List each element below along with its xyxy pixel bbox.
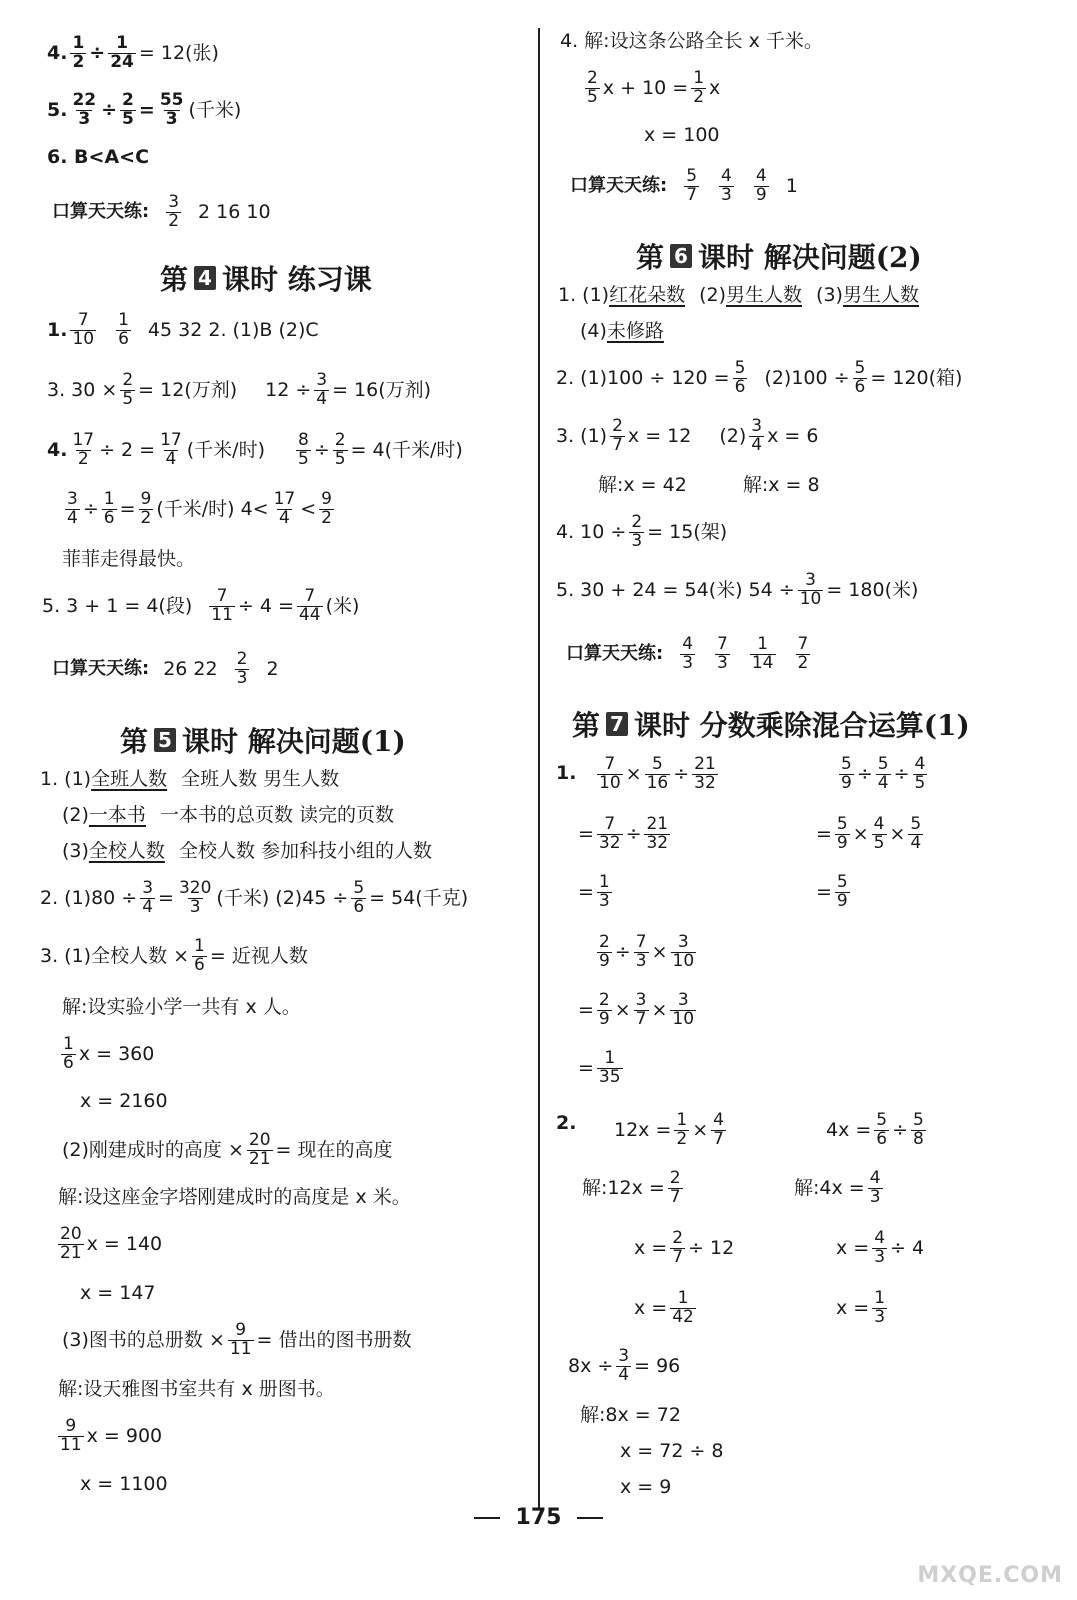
- lesson5-q4-ans: x = 100: [644, 124, 720, 146]
- lesson7-q1b-line3: = $\frac{5}{9}$: [816, 872, 848, 911]
- lesson7-q2a-s2: x = $\frac{2}{7}$ ÷ 12: [634, 1228, 735, 1267]
- answer-6: 6. B<A<C: [47, 146, 150, 168]
- lesson7-q1b-line1: $\frac{5}{9}$ ÷ $\frac{5}{4}$ ÷ $\frac{4}{5}$: [841, 754, 926, 793]
- lesson5-q3-2: (2)刚建成时的高度 × $\frac{20}{21}$ = 现在的高度: [62, 1130, 393, 1169]
- lesson5-q3-2-eq: $\frac{20}{21}$ x = 140: [60, 1224, 163, 1263]
- lesson7-q2b-s1: 解:4x = $\frac{4}{3}$: [794, 1168, 881, 1207]
- lesson6-q4: 4. 10 ÷ $\frac{2}{3}$ = 15(架): [556, 512, 728, 551]
- kousuan-2: 口算天天练: 26 22 $\frac{2}{3}$ 2: [52, 649, 279, 688]
- lesson4-q1: 1. $\frac{7}{10}$ $\frac{1}{6}$ 45 32 2. (1)B (2)C: [47, 310, 319, 349]
- answer-4: 4. $\frac{1}{2}$ ÷ $\frac{1}{24}$ = 12(张): [47, 33, 219, 72]
- lesson7-q2c-s1: 解:8x = 72: [580, 1404, 681, 1426]
- lesson4-q4-cont: $\frac{3}{4}$ ÷ $\frac{1}{6}$ = $\frac{9}{2}$ (千米/时) 4< $\frac{17}{4}$ < $\frac{9}{2}$: [67, 489, 332, 528]
- lesson7-q1a-line2: = $\frac{7}{32}$ ÷ $\frac{21}{32}$: [578, 814, 669, 853]
- lesson7-q1a-line3: = $\frac{1}{3}$: [578, 872, 610, 911]
- lesson7-q2-label: 2.: [556, 1112, 577, 1134]
- lesson5-q1-2: (2) 一本书 一本书的总页数 读完的页数: [62, 804, 394, 826]
- lesson7-q1c-line3: = $\frac{1}{35}$: [578, 1048, 621, 1087]
- lesson7-q2b-s2: x = $\frac{4}{3}$ ÷ 4: [836, 1228, 925, 1267]
- lesson5-q3-2-ans: x = 147: [80, 1282, 156, 1304]
- page-number: 175: [0, 1505, 1077, 1530]
- lesson7-q2a-eq: 12x = $\frac{1}{2}$ × $\frac{4}{7}$: [614, 1110, 724, 1149]
- lesson5-q1-3: (3) 全校人数 全校人数 参加科技小组的人数: [62, 840, 432, 862]
- lesson5-q3-1-setup: 解:设实验小学一共有 x 人。: [62, 996, 301, 1018]
- lesson4-q4-conclusion: 菲菲走得最快。: [62, 548, 196, 570]
- kousuan-3: 口算天天练: $\frac{5}{7}$ $\frac{4}{3}$ $\frac{4}{9}$ 1: [570, 166, 798, 205]
- kousuan-1: 口算天天练: $\frac{3}{2}$ 2 16 10: [52, 192, 271, 231]
- lesson5-q4-setup: 4. 解:设这条公路全长 x 千米。: [560, 30, 823, 52]
- lesson6-q3-solution: 解:x = 42 解:x = 8: [598, 474, 820, 496]
- lesson7-q2b-eq: 4x = $\frac{5}{6}$ ÷ $\frac{5}{8}$: [826, 1110, 924, 1149]
- lesson4-q5: 5. 3 + 1 = 4(段) $\frac{7}{11}$ ÷ 4 = $\frac{7}{44}$ (米): [42, 586, 360, 625]
- right-column: [548, 0, 1077, 1520]
- lesson5-q2: 2. (1)80 ÷ $\frac{3}{4}$ = $\frac{320}{3}$ (千米) (2)45 ÷ $\frac{5}{6}$ = 54(千克): [40, 878, 469, 917]
- kousuan-4: 口算天天练: $\frac{4}{3}$ $\frac{7}{3}$ $\frac{1}{14}$ $\frac{7}{2}$: [566, 634, 809, 673]
- heading-lesson-5: 第 5 课时 解决问题(1): [120, 725, 406, 758]
- lesson5-q3-1-ans: x = 2160: [80, 1090, 168, 1112]
- lesson7-q2a-s1: 解:12x = $\frac{2}{7}$: [582, 1168, 681, 1207]
- lesson7-q2b-s3: x = $\frac{1}{3}$: [836, 1288, 886, 1327]
- column-divider: [538, 28, 540, 1508]
- lesson6-q1: 1. (1) 红花朵数 (2) 男生人数 (3) 男生人数: [558, 284, 919, 306]
- lesson4-q3: 3. 30 × $\frac{2}{5}$ = 12(万剂) 12 ÷ $\frac{3}{4}$ = 16(万剂): [47, 370, 432, 409]
- lesson5-q1-1: 1. (1) 全班人数 全班人数 男生人数: [40, 768, 340, 790]
- heading-lesson-4: 第 4 课时 练习课: [160, 263, 372, 296]
- lesson5-q3-3-setup: 解:设天雅图书室共有 x 册图书。: [58, 1378, 335, 1400]
- lesson5-q3-2-setup: 解:设这座金字塔刚建成时的高度是 x 米。: [58, 1186, 411, 1208]
- lesson6-q5: 5. 30 + 24 = 54(米) 54 ÷ $\frac{3}{10}$ = 180(米): [556, 570, 919, 609]
- lesson7-q1b-line2: = $\frac{5}{9}$ × $\frac{4}{5}$ × $\frac{5}{4}$: [816, 814, 922, 853]
- heading-lesson-7: 第 7 课时 分数乘除混合运算(1): [572, 709, 970, 742]
- lesson7-q1c-line1: $\frac{2}{9}$ ÷ $\frac{7}{3}$ × $\frac{3}{10}$: [599, 932, 695, 971]
- lesson5-q3-1: 3. (1)全校人数 × $\frac{1}{6}$ = 近视人数: [40, 936, 308, 975]
- lesson7-q1-label: 1.: [556, 762, 577, 784]
- lesson6-q3: 3. (1) $\frac{2}{7}$ x = 12 (2) $\frac{3}{4}$ x = 6: [556, 416, 819, 455]
- answer-5: 5. $\frac{22}{3}$ ÷ $\frac{2}{5}$ = $\frac{55}{3}$ (千米): [47, 90, 242, 129]
- lesson5-q3-3-eq: $\frac{9}{11}$ x = 900: [60, 1416, 163, 1455]
- lesson5-q4-eq: $\frac{2}{5}$ x + 10 = $\frac{1}{2}$ x: [587, 68, 721, 107]
- lesson7-q2a-s3: x = $\frac{1}{42}$: [634, 1288, 694, 1327]
- lesson7-q1a-line1: $\frac{7}{10}$ × $\frac{5}{16}$ ÷ $\frac{21}{32}$: [599, 754, 716, 793]
- lesson6-q1-4: (4) 未修路: [580, 320, 664, 342]
- lesson5-q3-3: (3)图书的总册数 × $\frac{9}{11}$ = 借出的图书册数: [62, 1320, 412, 1359]
- heading-lesson-6: 第 6 课时 解决问题(2): [636, 241, 922, 274]
- lesson7-q1c-line2: = $\frac{2}{9}$ × $\frac{3}{7}$ × $\frac{3}{10}$: [578, 990, 695, 1029]
- left-column: [0, 0, 535, 1520]
- lesson7-q2c-s3: x = 9: [620, 1476, 672, 1498]
- watermark: MXQE.COM: [917, 1563, 1063, 1588]
- lesson5-q3-3-ans: x = 1100: [80, 1473, 168, 1495]
- lesson7-q2c-s2: x = 72 ÷ 8: [620, 1440, 724, 1462]
- lesson4-q4: 4. $\frac{17}{2}$ ÷ 2 = $\frac{17}{4}$ (千米/时) $\frac{8}{5}$ ÷ $\frac{2}{5}$ = 4(千米/时): [47, 430, 463, 469]
- lesson5-q3-1-eq: $\frac{1}{6}$ x = 360: [63, 1034, 155, 1073]
- lesson7-q2c-eq: 8x ÷ $\frac{3}{4}$ = 96: [568, 1346, 681, 1385]
- lesson6-q2: 2. (1)100 ÷ 120 = $\frac{5}{6}$ (2)100 ÷ $\frac{5}{6}$ = 120(箱): [556, 358, 963, 397]
